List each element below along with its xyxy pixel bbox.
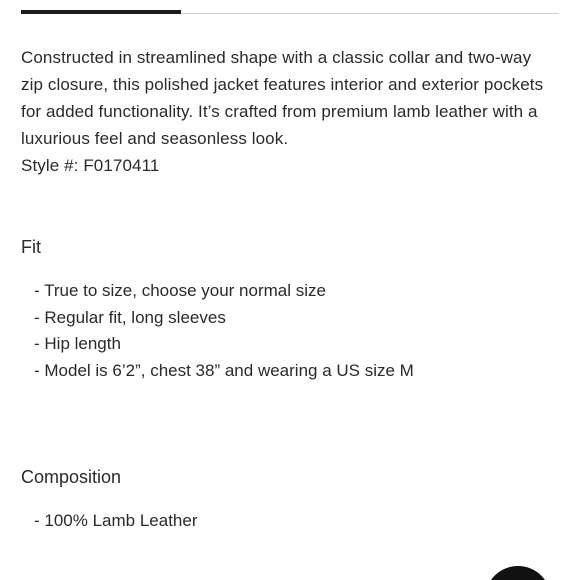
fit-heading: Fit bbox=[21, 237, 41, 257]
list-item: - True to size, choose your normal size bbox=[34, 281, 326, 300]
details-tab-bar bbox=[21, 0, 559, 15]
composition-list bbox=[34, 508, 198, 535]
active-tab-indicator[interactable] bbox=[21, 10, 181, 14]
composition-heading: Composition bbox=[21, 467, 122, 487]
description-text: Constructed in streamlined shape with a classic collar and two-way zip closure, this polished jacket features interior and exterior pockets for added functionality. It’s crafted from premium lamb leather with a luxurious feel and seasonless look. bbox=[21, 48, 544, 148]
list-item: - Regular fit, long sleeves bbox=[34, 307, 226, 327]
list-item: - 100% Lamb Leather bbox=[34, 511, 198, 530]
list-item: - Model is 6’2”, chest 38” and wearing a US size M bbox=[34, 360, 414, 380]
fit-list bbox=[34, 278, 414, 384]
product-description bbox=[21, 44, 551, 179]
style-number: Style #: F0170411 bbox=[21, 156, 160, 175]
list-item: - Hip length bbox=[34, 334, 121, 353]
chat-button[interactable] bbox=[485, 566, 551, 580]
